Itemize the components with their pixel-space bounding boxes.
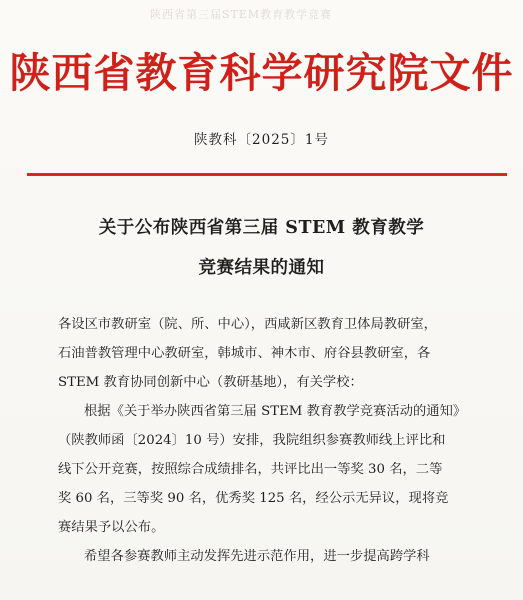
notice-body [58, 310, 498, 571]
body-line: 根据《关于举办陕西省第三届 STEM 教育教学竞赛活动的通知》 [84, 404, 467, 419]
notice-title-line-2: 竞赛结果的通知 [198, 258, 325, 278]
body-line: （陕教师函〔2024〕10 号）安排，我院组织参赛教师线上评比和 [58, 433, 446, 448]
body-line: 希望各参赛教师主动发挥先进示范作用，进一步提高跨学科 [84, 549, 430, 564]
red-divider [27, 173, 507, 176]
masthead-title: 陕西省教育科学研究院文件 [9, 49, 514, 97]
body-line: STEM 教育协同创新中心（教研基地），有关学校： [58, 375, 363, 390]
body-line: 石油普教管理中心教研室，韩城市、神木市、府谷县教研室，各 [58, 346, 431, 361]
notice-title-line-1: 关于公布陕西省第三届 STEM 教育教学 [98, 218, 425, 238]
document-number: 陕教科〔2025〕1号 [194, 132, 329, 148]
body-line: 线下公开竞赛，按照综合成绩排名，共评比出一等奖 30 名，二等 [58, 462, 443, 477]
faint-header-text: 陕西省第三届STEM教育教学竞赛 [150, 8, 333, 21]
body-line: 各设区市教研室（院、所、中心），西咸新区教育卫体局教研室， [58, 317, 437, 332]
body-line: 赛结果予以公布。 [58, 520, 165, 535]
body-line: 奖 60 名，三等奖 90 名，优秀奖 125 名，经公示无异议，现将竞 [58, 491, 449, 506]
